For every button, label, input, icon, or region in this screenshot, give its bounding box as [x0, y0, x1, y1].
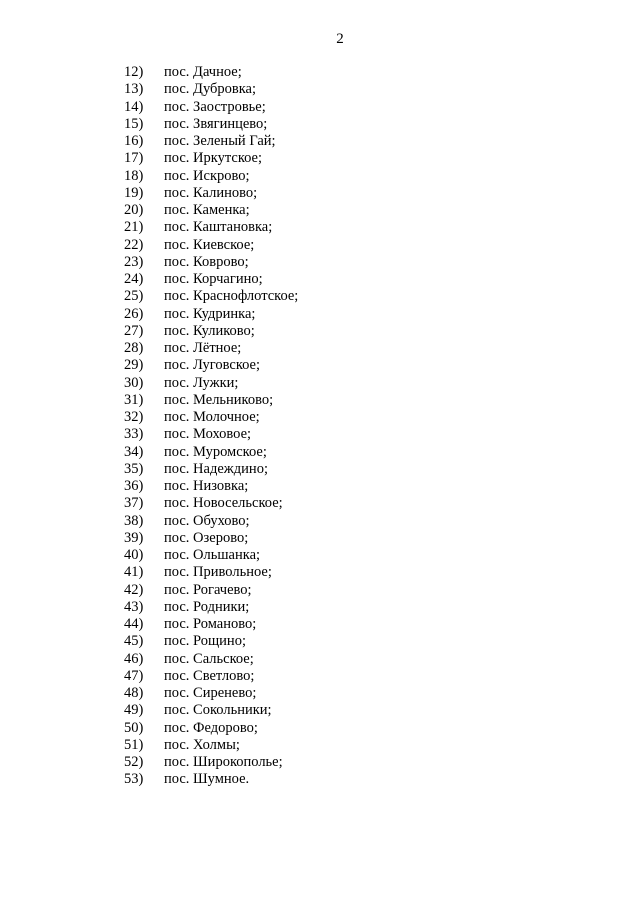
list-item: [124, 237, 298, 254]
list-item-number: 53): [124, 771, 144, 788]
list-item: [124, 547, 298, 564]
list-item-number: 26): [124, 305, 144, 322]
list-item: [124, 426, 298, 443]
list-item-name: пос. Коврово;: [164, 253, 249, 270]
list-item: [124, 409, 298, 426]
list-item-name: пос. Надеждино;: [164, 460, 268, 477]
list-item: [124, 288, 298, 305]
list-item-name: пос. Ольшанка;: [164, 547, 261, 563]
list-item-name: пос. Звягинцево;: [164, 115, 268, 132]
list-item-number: 13): [124, 81, 144, 98]
list-item-name: пос. Краснофлотское;: [164, 288, 299, 305]
list-item-name: пос. Каменка;: [164, 202, 250, 218]
list-item-number: 31): [124, 391, 144, 408]
list-item: [124, 271, 298, 288]
list-item: [124, 150, 298, 167]
list-item-name: пос. Куликово;: [164, 322, 255, 339]
list-item-name: пос. Шумное.: [164, 771, 250, 788]
list-item-number: 50): [124, 719, 144, 736]
list-item-number: 49): [124, 702, 144, 719]
list-item-number: 38): [124, 512, 144, 529]
list-item: [124, 720, 298, 737]
list-item-number: 19): [124, 184, 144, 201]
list-item: [124, 219, 298, 236]
list-item: [124, 340, 298, 357]
list-item-name: пос. Луговское;: [164, 357, 261, 374]
list-item-number: 20): [124, 202, 144, 218]
list-item-number: 30): [124, 374, 144, 391]
list-item: [124, 375, 298, 392]
list-item-name: пос. Корчагино;: [164, 271, 263, 287]
list-item-number: 29): [124, 357, 144, 374]
list-item-number: 40): [124, 547, 144, 563]
page-number: 2: [336, 31, 344, 47]
list-item-name: пос. Озерово;: [164, 529, 249, 546]
list-item-name: пос. Заостровье;: [164, 98, 266, 115]
list-item-number: 32): [124, 409, 144, 425]
list-item-name: пос. Моховое;: [164, 426, 252, 443]
list-item-number: 14): [124, 98, 144, 115]
list-item: [124, 168, 298, 185]
list-item-name: пос. Каштановка;: [164, 219, 273, 236]
list-item-number: 37): [124, 495, 144, 512]
list-item-number: 51): [124, 736, 144, 753]
list-item-number: 46): [124, 650, 144, 667]
list-item-name: пос. Иркутское;: [164, 150, 263, 167]
list-item-number: 15): [124, 115, 144, 132]
list-item-name: пос. Низовка;: [164, 478, 249, 494]
list-item-name: пос. Сальское;: [164, 650, 254, 667]
list-item-name: пос. Кудринка;: [164, 305, 256, 322]
list-item: [124, 133, 298, 150]
settlement-list: [124, 64, 298, 789]
list-item-name: пос. Лётное;: [164, 340, 242, 356]
list-item-number: 36): [124, 478, 144, 494]
list-item-name: пос. Зеленый Гай;: [164, 133, 276, 149]
list-item-number: 23): [124, 253, 144, 270]
list-item-number: 24): [124, 271, 144, 287]
list-item-name: пос. Рощино;: [164, 633, 246, 650]
list-item-name: пос. Сокольники;: [164, 702, 272, 719]
list-item: [124, 306, 298, 323]
list-item-name: пос. Федорово;: [164, 719, 258, 736]
list-item-name: пос. Дубровка;: [164, 81, 257, 98]
list-item-number: 39): [124, 529, 144, 546]
list-item-name: пос. Привольное;: [164, 564, 272, 581]
list-item-number: 48): [124, 685, 144, 701]
list-item-name: пос. Новосельское;: [164, 495, 283, 512]
list-item-number: 22): [124, 236, 144, 253]
list-item: [124, 633, 298, 650]
list-item: [124, 685, 298, 702]
list-item-name: пос. Рогачево;: [164, 581, 252, 598]
list-item-number: 52): [124, 754, 144, 770]
list-item-name: пос. Молочное;: [164, 409, 260, 425]
list-item-number: 34): [124, 443, 144, 460]
list-item-name: пос. Калиново;: [164, 184, 258, 201]
list-item: [124, 116, 298, 133]
list-item-name: пос. Холмы;: [164, 736, 240, 753]
list-item: [124, 582, 298, 599]
list-item: [124, 737, 298, 754]
list-item: [124, 185, 298, 202]
list-item: [124, 392, 298, 409]
list-item: [124, 202, 298, 219]
list-item: [124, 668, 298, 685]
list-item: [124, 254, 298, 271]
list-item-name: пос. Сиренево;: [164, 685, 257, 701]
list-item-number: 47): [124, 667, 144, 684]
list-item: [124, 64, 298, 81]
list-item: [124, 513, 298, 530]
list-item: [124, 495, 298, 512]
list-item-number: 45): [124, 633, 144, 650]
list-item-number: 33): [124, 426, 144, 443]
list-item: [124, 530, 298, 547]
list-item: [124, 651, 298, 668]
list-item-name: пос. Обухово;: [164, 512, 250, 529]
list-item-name: пос. Широкополье;: [164, 754, 283, 770]
list-item-number: 16): [124, 133, 144, 149]
list-item-name: пос. Киевское;: [164, 236, 255, 253]
list-item-name: пос. Муромское;: [164, 443, 267, 460]
list-item: [124, 771, 298, 788]
list-item-number: 17): [124, 150, 144, 167]
list-item-name: пос. Искрово;: [164, 167, 250, 184]
list-item-number: 27): [124, 322, 144, 339]
list-item-number: 41): [124, 564, 144, 581]
list-item: [124, 616, 298, 633]
list-item-number: 35): [124, 460, 144, 477]
list-item: [124, 323, 298, 340]
list-item: [124, 702, 298, 719]
list-item: [124, 357, 298, 374]
list-item-number: 25): [124, 288, 144, 305]
list-item-name: пос. Дачное;: [164, 64, 242, 80]
list-item-name: пос. Лужки;: [164, 374, 239, 391]
list-item: [124, 99, 298, 116]
list-item-number: 44): [124, 616, 144, 632]
list-item-number: 42): [124, 581, 144, 598]
list-item-name: пос. Романово;: [164, 616, 257, 632]
list-item-number: 28): [124, 340, 144, 356]
list-item: [124, 564, 298, 581]
list-item: [124, 444, 298, 461]
list-item-name: пос. Мельниково;: [164, 391, 274, 408]
list-item-number: 21): [124, 219, 144, 236]
list-item-number: 12): [124, 64, 144, 80]
list-item-name: пос. Светлово;: [164, 667, 255, 684]
list-item: [124, 478, 298, 495]
list-item-number: 43): [124, 598, 144, 615]
list-item: [124, 461, 298, 478]
list-item-name: пос. Родники;: [164, 598, 250, 615]
list-item: [124, 599, 298, 616]
list-item-number: 18): [124, 167, 144, 184]
list-item: [124, 81, 298, 98]
list-item: [124, 754, 298, 771]
